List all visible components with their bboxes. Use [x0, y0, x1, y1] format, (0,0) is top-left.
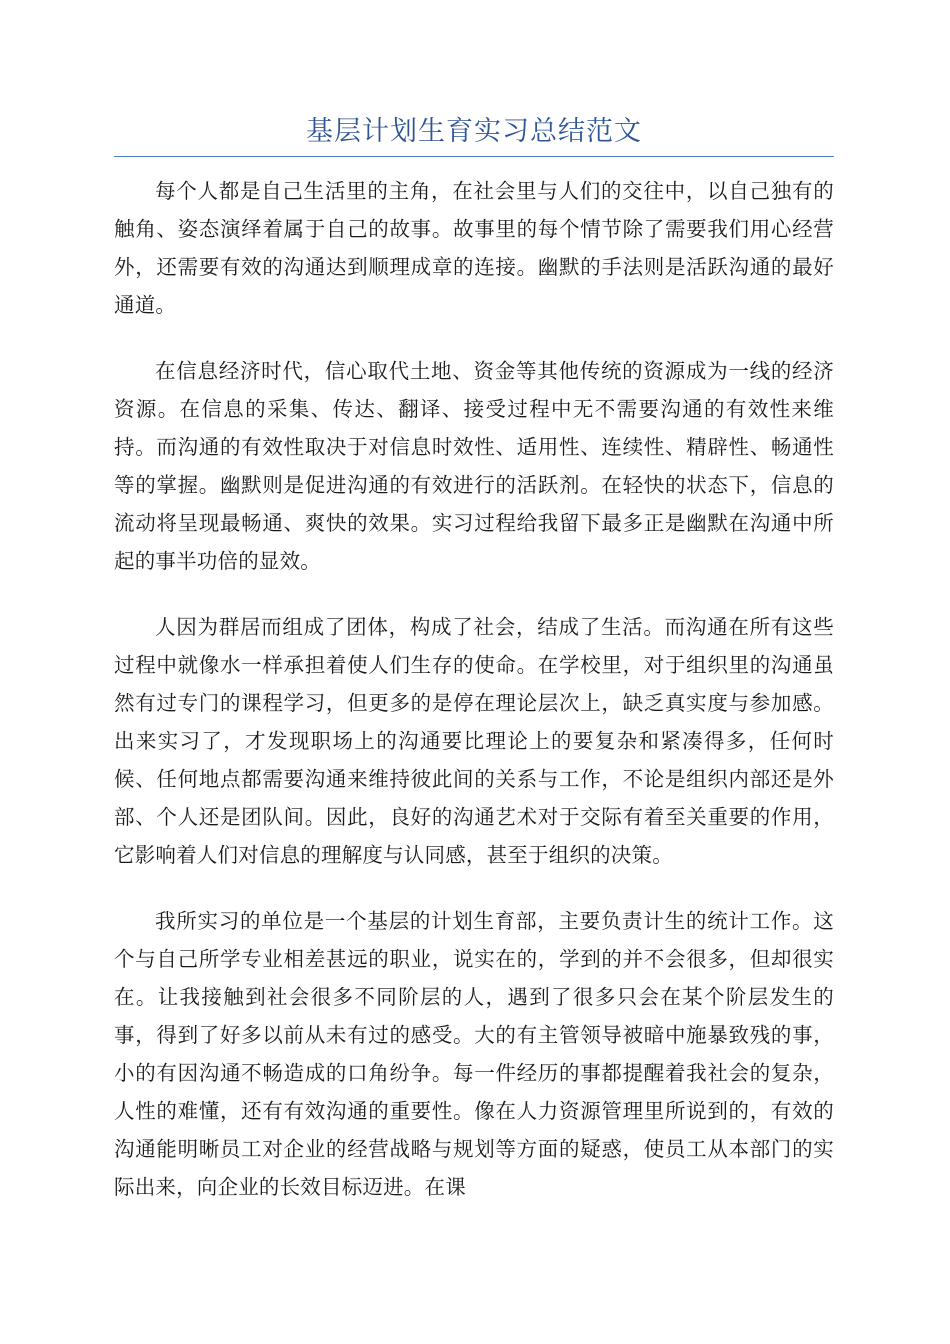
title-rule [114, 112, 834, 157]
paragraph: 在信息经济时代，信心取代土地、资金等其他传统的资源成为一线的经济资源。在信息的采集、传达、翻译、接受过程中无不需要沟通的有效性来维持。而沟通的有效性取决于对信息时效性、适用性、连续性、精辟性、畅通性等的掌握。幽默则是促进沟通的有效进行的活跃剂。在轻快的状态下，信息的流动将呈现最畅通、爽快的效果。实习过程给我留下最多正是幽默在沟通中所起的事半功倍的显效。 [114, 359, 834, 573]
paragraph: 人因为群居而组成了团体，构成了社会，结成了生活。而沟通在所有这些过程中就像水一样承担着使人们生存的使命。在学校里，对于组织里的沟通虽然有过专门的课程学习，但更多的是停在理论层次上，缺乏真实度与参加感。出来实习了，才发现职场上的沟通要比理论上的要复杂和紧凑得多，任何时候、任何地点都需要沟通来维持彼此间的关系与工作，不论是组织内部还是外部、个人还是团队间。因此，良好的沟通艺术对于交际有着至关重要的作用，它影响着人们对信息的理解度与认同感，甚至于组织的决策。 [114, 615, 834, 867]
document-body [114, 172, 834, 1234]
paragraph: 我所实习的单位是一个基层的计划生育部，主要负责计生的统计工作。这个与自己所学专业相差甚远的职业，说实在的，学到的并不会很多，但却很实在。让我接触到社会很多不同阶层的人，遇到了很多只会在某个阶层发生的事，得到了好多以前从未有过的感受。大的有主管领导被暗中施暴致残的事，小的有因沟通不畅造成的口角纷争。每一件经历的事都提醒着我社会的复杂，人性的难懂，还有有效沟通的重要性。像在人力资源管理里所说到的，有效的沟通能明晰员工对企业的经营战略与规划等方面的疑惑，使员工从本部门的实际出来，向企业的长效目标迈进。在课 [114, 909, 834, 1199]
paragraph: 每个人都是自己生活里的主角，在社会里与人们的交往中，以自己独有的触角、姿态演绎着属于自己的故事。故事里的每个情节除了需要我们用心经营外，还需要有效的沟通达到顺理成章的连接。幽默的手法则是活跃沟通的最好通道。 [114, 179, 834, 317]
document-title: 基层计划生育实习总结范文 [306, 116, 642, 147]
